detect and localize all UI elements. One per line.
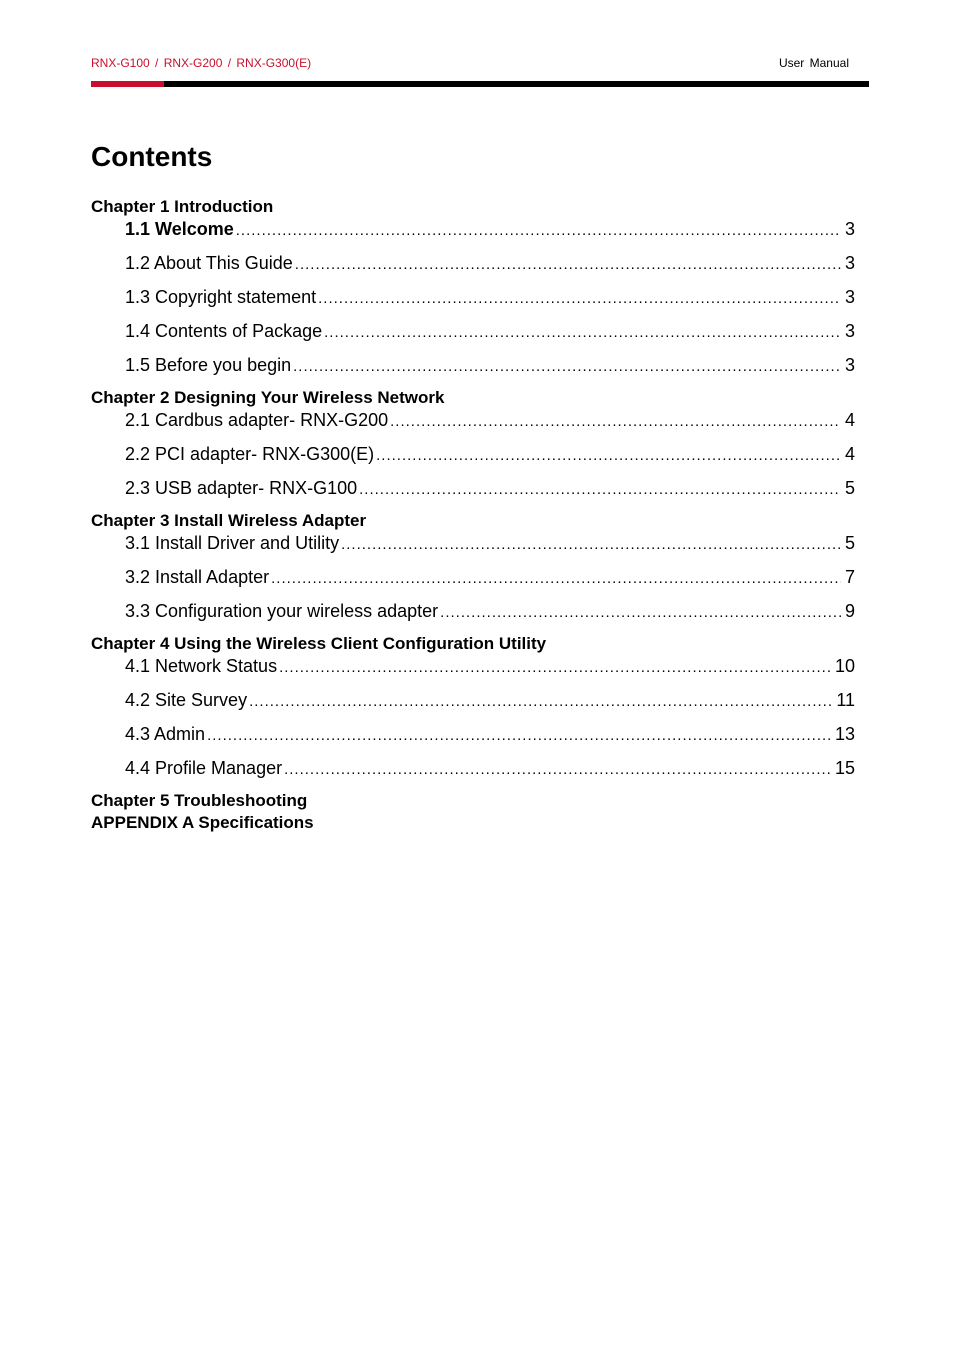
toc-entry-label: 1.5 Before you begin — [125, 355, 292, 375]
toc-leader-dots — [359, 478, 841, 501]
toc-entry-page: 10 — [834, 656, 855, 676]
toc-entry[interactable] — [91, 600, 855, 623]
toc-entry-label: 1.3 Copyright statement — [125, 287, 317, 307]
header-models: RNX-G100 / RNX-G200 / RNX-G300(E) — [91, 56, 312, 70]
toc-entry-label: 1.4 Contents of Package — [125, 321, 323, 341]
toc-chapter-5 — [91, 790, 855, 812]
toc-entry-page: 3 — [844, 219, 855, 239]
toc-chapter-3 — [91, 510, 855, 623]
toc-leader-dots — [271, 567, 841, 590]
toc-leader-dots — [376, 444, 841, 467]
toc-leader-dots — [440, 601, 841, 624]
toc-leader-dots — [324, 321, 841, 344]
toc-entry[interactable] — [91, 286, 855, 309]
toc-entry-label: 2.2 PCI adapter- RNX-G300(E) — [125, 444, 375, 464]
toc-entry-page: 5 — [844, 533, 855, 553]
toc-entry-page: 3 — [844, 287, 855, 307]
page-title: Contents — [91, 141, 213, 172]
toc-chapter-2 — [91, 387, 855, 500]
toc-entry[interactable] — [91, 252, 855, 275]
toc-entry-label: 3.3 Configuration your wireless adapter — [125, 601, 439, 621]
toc-entry[interactable] — [91, 477, 855, 500]
chapter-heading[interactable]: Chapter 3 Install Wireless Adapter — [91, 511, 367, 530]
toc-entry-page: 5 — [844, 478, 855, 498]
toc-entry[interactable] — [91, 757, 855, 780]
header-rule — [91, 81, 869, 87]
toc-entry-label: 2.3 USB adapter- RNX-G100 — [125, 478, 358, 498]
toc-chapter-1 — [91, 196, 855, 377]
header-doc-type: User Manual — [778, 56, 849, 70]
toc-entry-page: 11 — [836, 690, 855, 710]
toc-leader-dots — [207, 724, 831, 747]
toc-leader-dots — [341, 533, 841, 556]
toc-leader-dots — [236, 219, 841, 242]
toc-entry-page: 3 — [844, 355, 855, 375]
chapter-heading[interactable]: Chapter 5 Troubleshooting — [91, 791, 308, 810]
toc-entry[interactable] — [91, 320, 855, 343]
appendix-heading[interactable]: APPENDIX A Specifications — [91, 813, 314, 832]
chapter-heading[interactable]: Chapter 2 Designing Your Wireless Network — [91, 388, 445, 407]
toc-entry[interactable] — [91, 566, 855, 589]
toc-chapter-4 — [91, 633, 855, 780]
toc-entry-page: 3 — [844, 253, 855, 273]
toc-entry-label: 1.1 Welcome — [125, 219, 234, 239]
header-rule-accent — [91, 81, 164, 87]
toc-leader-dots — [279, 656, 831, 679]
table-of-contents — [91, 196, 855, 834]
toc-entry-page: 3 — [844, 321, 855, 341]
toc-leader-dots — [318, 287, 841, 310]
toc-entry-page: 7 — [844, 567, 855, 587]
toc-entry[interactable] — [91, 218, 855, 241]
toc-entry-label: 4.4 Profile Manager — [125, 758, 283, 778]
chapter-heading[interactable]: Chapter 4 Using the Wireless Client Configuration Utility — [91, 634, 547, 653]
toc-entry[interactable] — [91, 409, 855, 432]
toc-entry-label: 3.1 Install Driver and Utility — [125, 533, 340, 553]
chapter-heading[interactable]: Chapter 1 Introduction — [91, 197, 274, 216]
toc-leader-dots — [390, 410, 841, 433]
toc-entry-page: 4 — [844, 444, 855, 464]
toc-entry-label: 2.1 Cardbus adapter- RNX-G200 — [125, 410, 389, 430]
toc-entry[interactable] — [91, 532, 855, 555]
toc-entry-page: 4 — [844, 410, 855, 430]
toc-entry-page: 13 — [834, 724, 855, 744]
toc-entry[interactable] — [91, 443, 855, 466]
toc-entry-page: 15 — [834, 758, 855, 778]
toc-entry[interactable] — [91, 689, 855, 712]
toc-leader-dots — [293, 355, 841, 378]
toc-leader-dots — [249, 690, 832, 713]
toc-entry[interactable] — [91, 655, 855, 678]
toc-entry-label: 1.2 About This Guide — [125, 253, 293, 273]
toc-leader-dots — [295, 253, 841, 276]
toc-entry-label: 4.3 Admin — [125, 724, 206, 744]
page-header — [91, 56, 849, 76]
toc-entry[interactable] — [91, 354, 855, 377]
toc-leader-dots — [284, 758, 831, 781]
toc-entry-label: 3.2 Install Adapter — [125, 567, 270, 587]
toc-entry-page: 9 — [844, 601, 855, 621]
toc-entry[interactable] — [91, 723, 855, 746]
toc-entry-label: 4.1 Network Status — [125, 656, 278, 676]
toc-entry-label: 4.2 Site Survey — [125, 690, 248, 710]
